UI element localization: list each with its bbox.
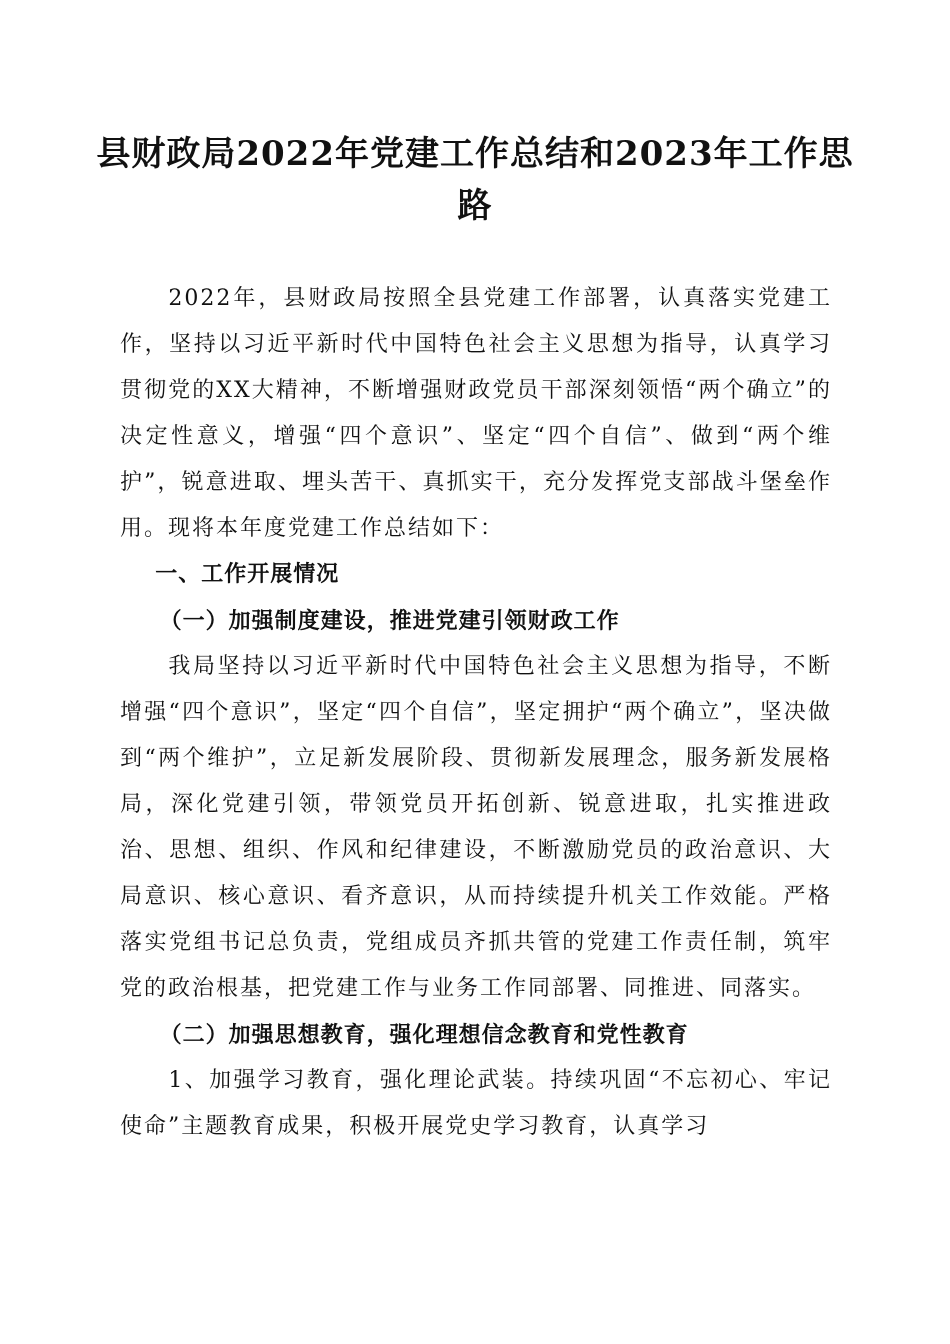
document-title: 县财政局2022年党建工作总结和2023年工作思路 (96, 134, 854, 226)
document-body (120, 276, 832, 1150)
subsection-heading-2: （二）加强思想教育，强化理想信念教育和党性教育 (159, 1022, 689, 1048)
body-paragraph: 1、加强学习教育，强化理论武装。持续巩固“不忘初心、牢记使命”主题教育成果，积极开展党史学习教育，认真学习 (120, 1068, 832, 1139)
body-paragraph: 我局坚持以习近平新时代中国特色社会主义思想为指导，不断增强“四个意识”，坚定“四个自信”，坚定拥护“两个确立”，坚决做到“两个维护”，立足新发展阶段、贯彻新发展理念，服务新发展格局，深化党建引领，带领党员开拓创新、锐意进取，扎实推进政治、思想、组织、作风和纪律建设，不断激励党员的政治意识、大局意识、核心意识、看齐意识，从而持续提升机关工作效能。严格落实党组书记总负责，党组成员齐抓共管的党建工作责任制，筑牢党的政治根基，把党建工作与业务工作同部署、同推进、同落实。 (120, 654, 833, 1001)
subsection-heading-1: （一）加强制度建设，推进党建引领财政工作 (159, 608, 620, 634)
section-heading-1: 一、工作开展情况 (155, 562, 340, 587)
intro-paragraph: 2022年，县财政局按照全县党建工作部署，认真落实党建工作，坚持以习近平新时代中国特色社会主义思想为指导，认真学习贯彻党的XX大精神，不断增强财政党员干部深刻领悟“两个确立”的决定性意义，增强“四个意识”、坚定“四个自信”、做到“两个维护”，锐意进取、埋头苦干、真抓实干，充分发挥党支部战斗堡垒作用。现将本年度党建工作总结如下： (120, 286, 832, 541)
